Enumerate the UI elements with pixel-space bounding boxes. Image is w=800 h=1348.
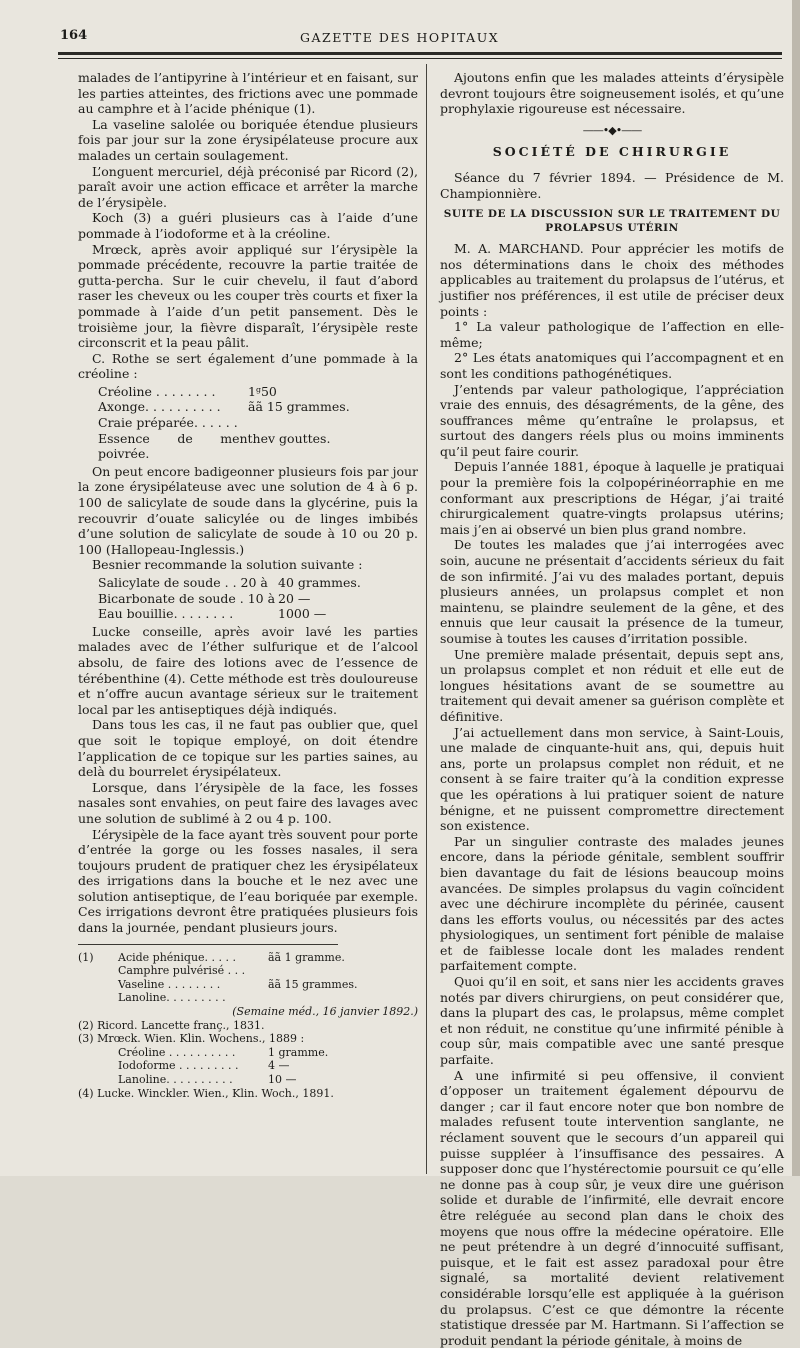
footnote: (2) Ricord. Lancette franç., 1831. — [78, 1018, 265, 1032]
paragraph: Lucke conseille, après avoir lavé les parties malades avec de l’éther sulfurique et de l’alcool absolu, de faire des lotions avec de l’essence de térébenthine (4). Cette méthode est très douloureuse et n’offre aucun avantage sérieux sur le traitement local par les antiseptiques déjà indiqués. — [78, 623, 418, 717]
quantity: 1000 — — [278, 606, 327, 622]
quantity: 10 — — [268, 1073, 297, 1086]
quantity: 20 — — [278, 590, 311, 606]
footnote-row — [118, 978, 418, 992]
paragraph: Par un singulier contraste des malades jeunes encore, dans la période génitale, semblent souffrir bien davantage du fait de lésions beaucoup moins avancées. De simples prolapsus du vagin coïncident avec une déchirure incomplète du périnée, causent dans les efforts voulus, ou nécessités par des actes physiologiques, un sentiment fort pénible de malaise et de faiblesse locale dont les malades rendent parfaitement compte. — [440, 833, 784, 974]
footnote-row — [118, 1046, 418, 1060]
header-rule — [58, 52, 782, 55]
paragraph: Lorsque, dans l’érysipèle de la face, les fosses nasales sont envahies, on peut faire des lavages avec une solution de sublimé à 2 ou 4 p. 100. — [78, 779, 418, 826]
right-column — [440, 70, 784, 1348]
paragraph: A une infirmité si peu offensive, il convient d’opposer un traitement également dépourvu de danger ; car il faut encore noter que bon nombre de malades refusent toute intervention sanglante, ne réclament souvent que le secours d’un appareil qui puisse suppléer à l’insuffisance des pessaires. A supposer donc que l’hystérectomie poursuit ce qu’elle ne donne pas à coup sûr, je veux dire une guérison solide et durable de l’infirmité, elle devrait encore être reléguée au second plan dans le choix des moyens que nous offre la médecine opératoire. Elle ne peut prétendre à un degré d’innocuité suffisant, puisque, et le fait est assez paradoxal pour être signalé, sa mortalité devient relativement considérable lorsqu’elle est appliquée à la guérison du prolapsus. C’est ce que démontre la récente statistique dressée par M. Hartmann. Si l’affection se produit pendant la période génitale, à moins de — [440, 1067, 784, 1348]
paragraph: 1° La valeur pathologique de l’affection en elle-même; — [440, 319, 784, 350]
paragraph: Depuis l’année 1881, époque à laquelle je pratiquai pour la première fois la colpopérinéorraphie en me conformant aux prescriptions de Hégar, j’ai traité chirurgicalement quatre-vingts prolapsus utérins; mais j’en ai observé un bien plus grand nombre. — [440, 459, 784, 537]
column-divider — [426, 64, 427, 1174]
footnote-separator — [78, 944, 338, 945]
footnote-row — [118, 1059, 418, 1073]
paragraph: Quoi qu’il en soit, et sans nier les accidents graves notés par divers chirurgiens, on peut considérer que, dans la plupart des cas, le prolapsus, même complet et non réduit, ne constitue qu’une infirmité pénible à coup sûr, mais compatible avec une santé presque parfaite. — [440, 974, 784, 1068]
paragraph: L’érysipèle de la face ayant très souvent pour porte d’entrée la gorge ou les fosses nasales, il sera toujours prudent de pratiquer chez les érysipélateux des irrigations dans la bouche et le nez avec une solution antiseptique, de l’eau boriquée par exemple. Ces irrigations devront être pratiquées plusieurs fois dans la journée, pendant plusieurs jours. — [78, 826, 418, 936]
paragraph: On peut encore badigeonner plusieurs fois par jour la zone érysipélateuse avec une solution de 4 à 6 p. 100 de salicylate de soude dans la glycérine, puis la recouvrir d’ouate salicylée ou de linges imbibés d’une solution de salicylate de soude à 10 ou 20 p. 100 (Hallopeau-Inglessis.) — [78, 463, 418, 557]
paragraph: J’entends par valeur pathologique, l’appréciation vraie des ennuis, des désagréments, de la gêne, des souffrances même qu’entraîne le prolapsus, et surtout des dangers réels plus ou moins imminents qu’il peut faire courir. — [440, 381, 784, 459]
paragraph: Koch (3) a guéri plusieurs cas à l’aide d’une pommade à l’iodoforme et à la créoline. — [78, 210, 418, 241]
paragraph: Mrœck, après avoir appliqué sur l’érysipèle la pommade précédente, recouvre la partie traitée de gutta-percha. Sur le cuir chevelu, il faut d’abord raser les cheveux ou les couper très courts et fixer la pommade à l’aide d’un petit pansement. Dès le troisième jour, la fièvre disparaît, l’érysipèle reste circonscrit et la peau pâlit. — [78, 241, 418, 351]
footnote: (3) Mrœck. Wien. Klin. Wochens., 1889 : — [78, 1032, 305, 1046]
paragraph: C. Rothe se sert également d’une pommade à la créoline : — [78, 350, 418, 382]
paragraph: malades de l’antipyrine à l’intérieur et en faisant, sur les parties atteintes, des frictions avec une pommade au camphre et à l’acide phénique (1). — [78, 70, 418, 117]
ingredient: Vaseline . . . . . . . . — [118, 977, 221, 991]
ingredient: Axonge. . . . . . . . . . — [98, 399, 221, 415]
footnote-row — [118, 964, 418, 978]
paragraph: La vaseline salolée ou boriquée étendue plusieurs fois par jour sur la zone érysipélateuse procure aux malades un certain soulagement. — [78, 116, 418, 163]
ingredient: Eau bouillie. . . . . . . . — [98, 606, 234, 622]
recipe-row — [98, 399, 418, 415]
ingredient: Lanoline. . . . . . . . . . — [118, 1073, 233, 1086]
ingredient: Bicarbonate de soude . 10 à — [98, 590, 276, 606]
recipe-table — [98, 575, 418, 622]
ingredient: Camphre pulvérisé . . . — [118, 964, 246, 978]
quantity: ãã 1 gramme. — [268, 950, 345, 964]
paragraph: M. A. MARCHAND. Pour apprécier les motifs de nos déterminations dans le choix des méthodes applicables au traitement du prolapsus de l’utérus, et justifier nos préférences, il est utile de préciser deux points : — [440, 241, 784, 319]
journal-title: GAZETTE DES HOPITAUX — [300, 30, 500, 45]
paragraph: L’onguent mercuriel, déjà préconisé par Ricord (2), paraît avoir une action efficace et arrêter la marche de l’érysipèle. — [78, 163, 418, 210]
recipe-row — [98, 431, 418, 462]
page-edge — [792, 0, 800, 1176]
paragraph: J’ai actuellement dans mon service, à Saint-Louis, une malade de cinquante-huit ans, qui, depuis huit ans, porte un prolapsus complet non réduit, et ne consent à se faire traiter qu’à la condition expresse que les opérations à lui pratiquer soient de nature bénigne, et ne puissent compromettre directement son existence. — [440, 724, 784, 834]
ingredient: Essence de menthe poivrée. — [98, 430, 268, 462]
ornament-divider: ——•◆•—— — [582, 123, 642, 137]
ingredient: Créoline . . . . . . . . . . — [118, 1045, 236, 1059]
paragraph: Dans tous les cas, il ne faut pas oublier que, quel que soit le topique employé, on doit étendre l’application de ce topique sur les parties saines, au delà du bourrelet érysipélateux. — [78, 717, 418, 780]
ingredient: Lanoline. . . . . . . . . — [118, 991, 226, 1005]
quantity: 1ᵍ50 — [248, 383, 277, 399]
footnote-row — [118, 991, 418, 1005]
ingredient: Craie préparée. . . . . . — [98, 415, 238, 431]
recipe-row — [98, 591, 418, 607]
section-heading: SOCIÉTÉ DE CHIRURGIE — [492, 144, 732, 160]
ingredient: Iodoforme . . . . . . . . . — [118, 1059, 239, 1073]
quantity: ãã 15 grammes. — [268, 977, 358, 991]
paragraph: 2° Les états anatomiques qui l’accompagnent et en sont les conditions pathogénétiques. — [440, 350, 784, 381]
session-line: Séance du 7 février 1894. — Présidence de M. Championnière. — [440, 169, 784, 201]
subheading: SUITE DE LA DISCUSSION SUR LE TRAITEMENT DU PROLAPSUS UTÉRIN — [443, 208, 781, 235]
footnote-label: (1) — [78, 950, 94, 964]
footnote-row — [118, 1073, 418, 1087]
recipe-row — [98, 384, 418, 400]
left-column — [78, 70, 418, 1100]
quantity: 4 — — [268, 1059, 290, 1073]
recipe-row — [98, 606, 418, 622]
quantity: 1 gramme. — [268, 1045, 329, 1059]
ingredient: Salicylate de soude . . 20 à — [98, 575, 268, 590]
ingredient: Créoline . . . . . . . . — [98, 383, 216, 399]
paragraph: Besnier recommande la solution suivante : — [92, 557, 363, 573]
header-rule-thin — [58, 58, 782, 59]
footnotes — [78, 951, 418, 1101]
footnote-row — [78, 951, 418, 965]
paragraph: De toutes les malades que j’ai interrogées avec soin, aucune ne présentait d’accidents sérieux du fait de son infirmité. J’ai vu des malades portant, depuis plusieurs années, un prolapsus complet et non maintenu, se plaindre seulement de la gêne, et des ennuis que leur causait la présence de la tumeur, soumise à toutes les causes d’irritation possible. — [440, 537, 784, 646]
paragraph: Ajoutons enfin que les malades atteints d’érysipèle devront toujours être soigneusement isolés, et qu’une prophylaxie rigoureuse est nécessaire. — [440, 70, 784, 117]
paragraph: Une première malade présentait, depuis sept ans, un prolapsus complet et non réduit et elle eut de longues hésitations avant de se soumettre au traitement qui devait amener sa guérison complète et définitive. — [440, 646, 784, 724]
footnote-source: (Semaine méd., 16 janvier 1892.) — [232, 1005, 418, 1019]
quantity: v gouttes. — [268, 430, 331, 446]
page-number: 164 — [60, 28, 88, 43]
footnote: (4) Lucke. Winckler. Wien., Klin. Woch., 1891. — [78, 1086, 334, 1100]
quantity: 40 grammes. — [278, 575, 361, 590]
recipe-row — [98, 575, 418, 591]
recipe-row — [98, 415, 418, 431]
ingredient: Acide phénique. . . . . — [118, 950, 237, 964]
recipe-table — [98, 384, 418, 462]
quantity: ãã 15 grammes. — [248, 399, 350, 415]
